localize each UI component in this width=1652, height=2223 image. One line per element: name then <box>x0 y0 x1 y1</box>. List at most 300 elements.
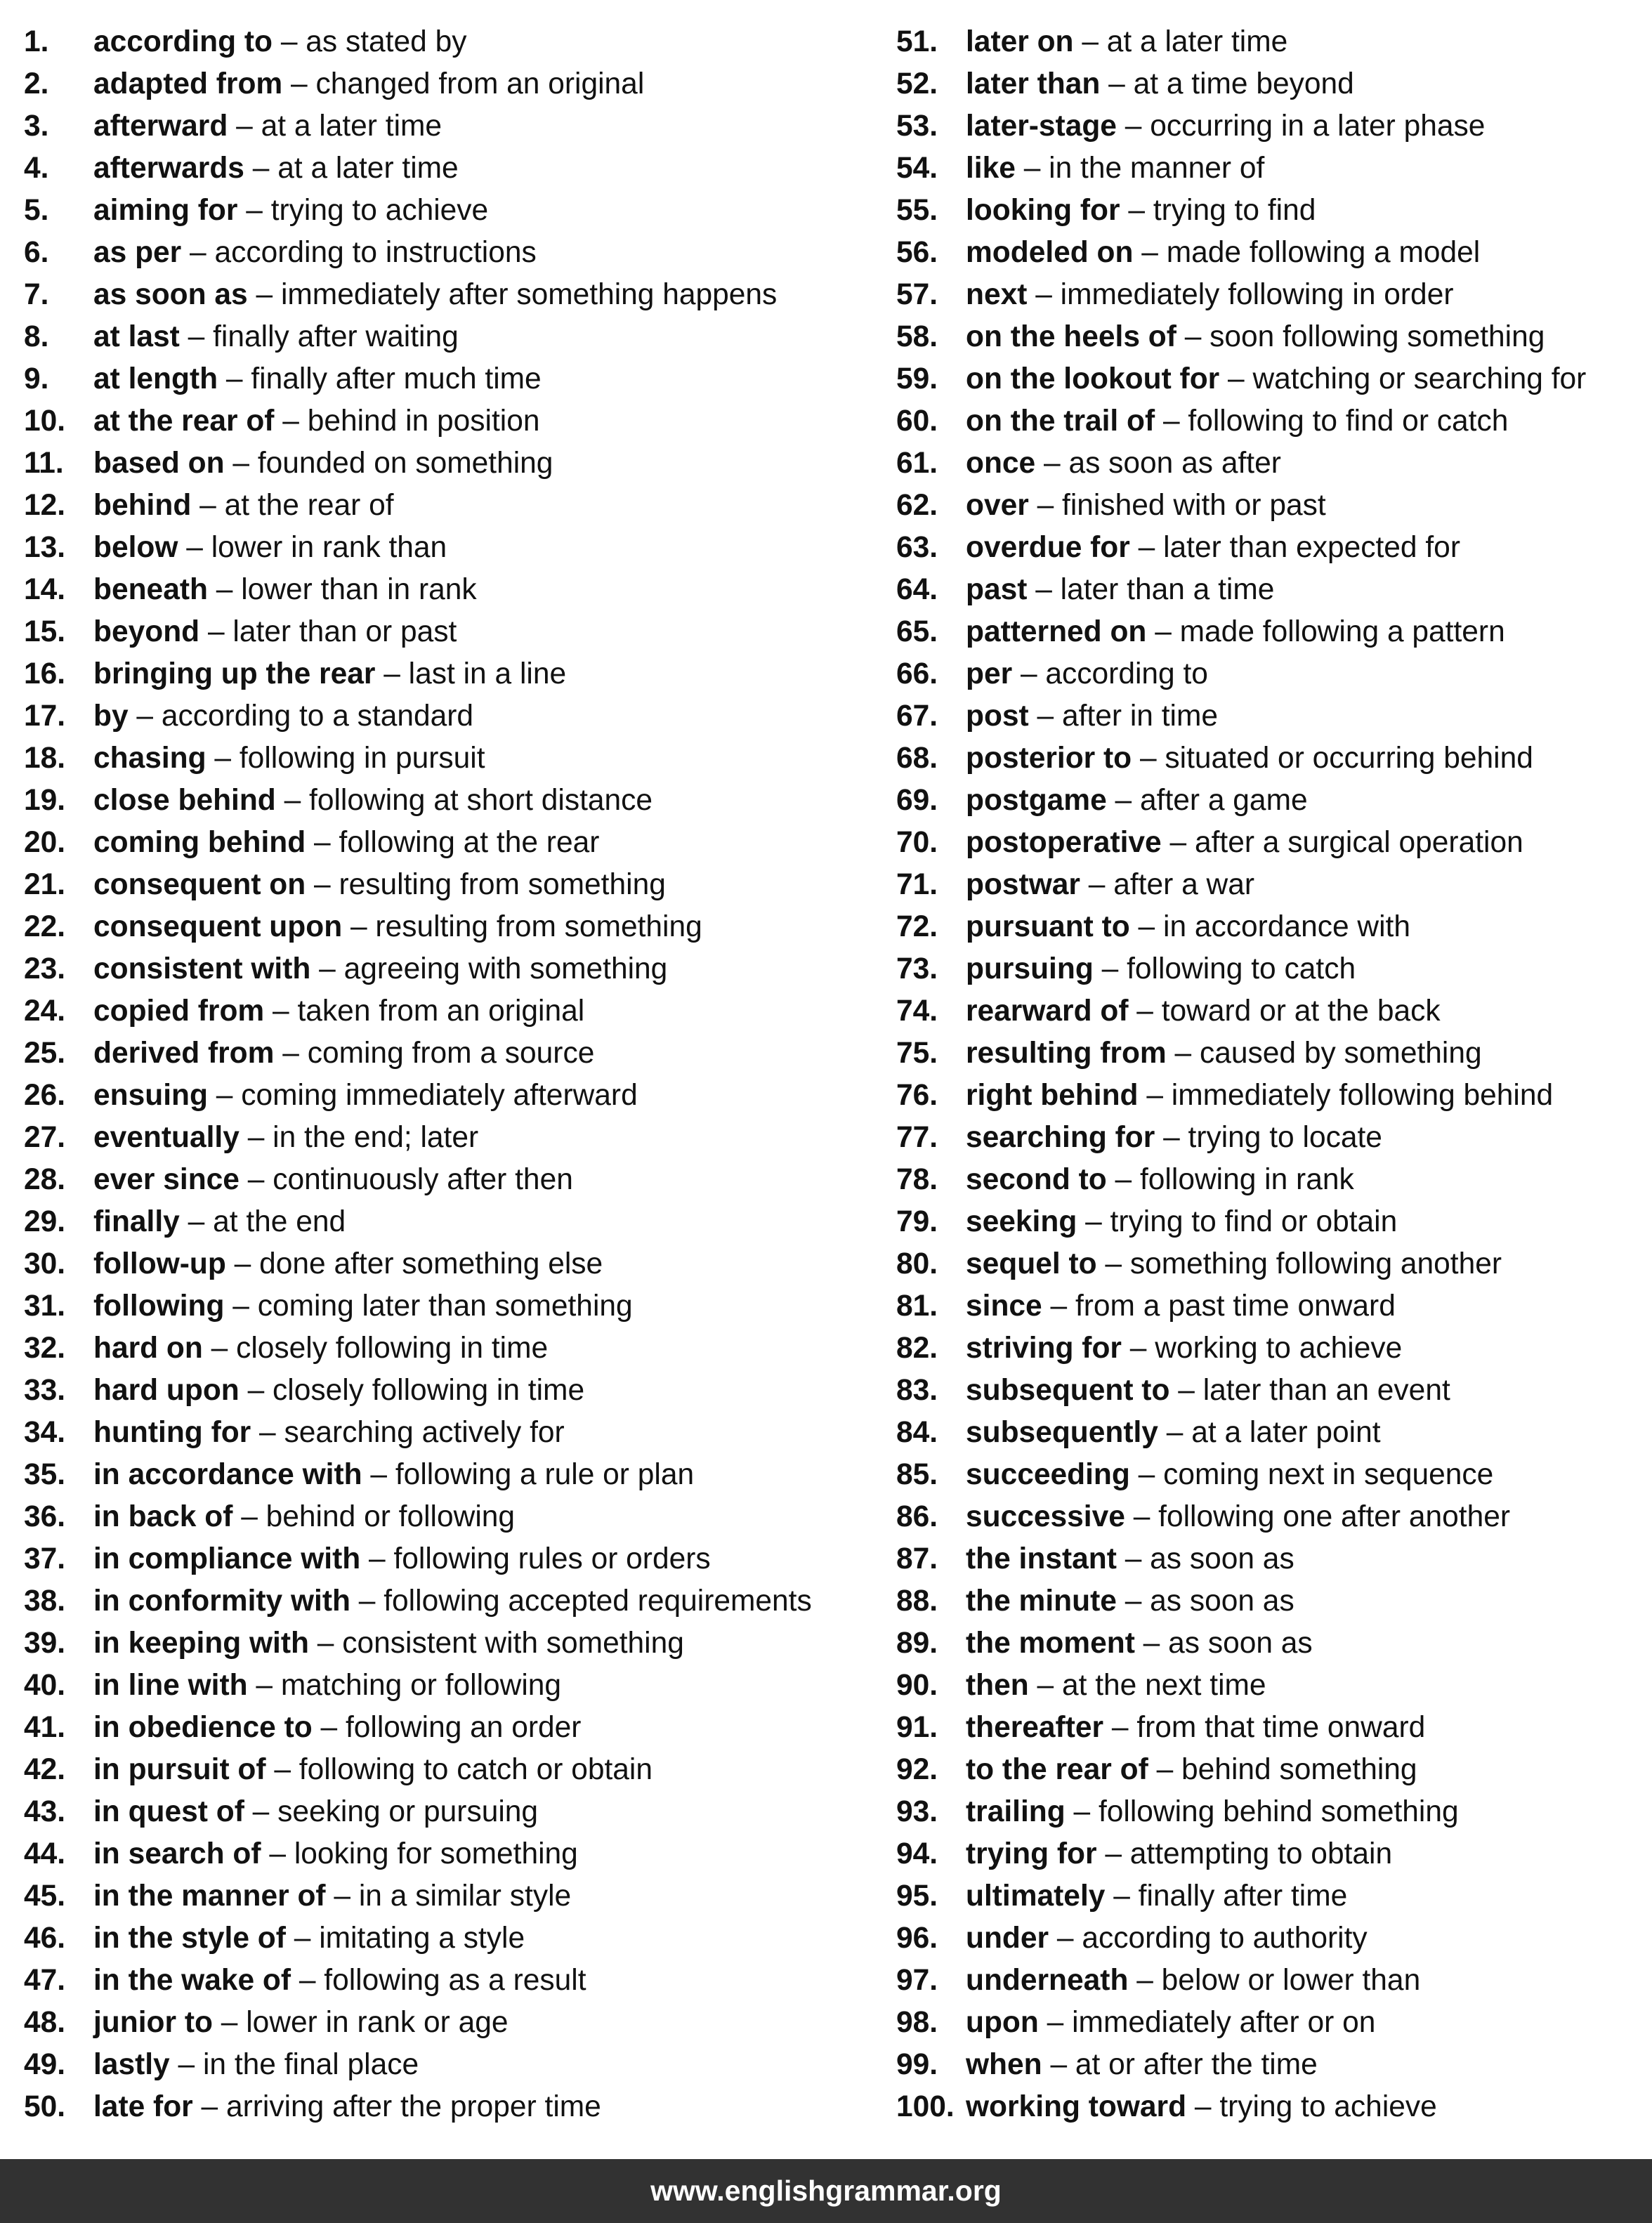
item-separator: – <box>1035 278 1052 311</box>
list-item <box>896 1917 1641 1960</box>
item-text <box>93 316 459 358</box>
list-item <box>24 990 867 1032</box>
list-item <box>896 1749 1641 1791</box>
list-item <box>896 1370 1641 1412</box>
item-number: 27. <box>24 1121 66 1154</box>
item-text <box>966 737 1533 780</box>
list-item <box>24 63 867 105</box>
item-text <box>966 147 1264 190</box>
list-item <box>896 695 1641 737</box>
item-text <box>93 822 599 864</box>
item-text <box>966 1327 1402 1370</box>
list-item <box>896 569 1641 611</box>
item-separator: – <box>207 615 225 648</box>
item-text <box>966 1412 1381 1454</box>
list-item <box>896 147 1641 190</box>
item-term: close behind <box>93 784 276 817</box>
item-term: striving for <box>966 1332 1122 1365</box>
word-list-left-column <box>24 21 867 2128</box>
item-number: 97. <box>896 1964 938 1997</box>
item-term: the minute <box>966 1585 1117 1618</box>
item-separator: – <box>1125 1585 1142 1618</box>
item-definition: trying to locate <box>1188 1121 1382 1154</box>
item-text <box>966 2044 1318 2086</box>
item-text <box>93 737 485 780</box>
list-item <box>896 1285 1641 1327</box>
item-term: ever since <box>93 1163 240 1196</box>
item-definition: at the next time <box>1061 1669 1266 1702</box>
item-number: 41. <box>24 1711 66 1744</box>
item-term: consequent upon <box>93 910 343 943</box>
list-item <box>24 1707 867 1749</box>
item-number: 8. <box>24 320 49 353</box>
item-number: 28. <box>24 1163 66 1196</box>
list-item <box>896 2044 1641 2086</box>
item-number: 30. <box>24 1247 66 1280</box>
item-definition: as soon as after <box>1068 447 1281 480</box>
item-number: 45. <box>24 1880 66 1913</box>
list-item <box>896 1580 1641 1622</box>
item-definition: in a similar style <box>358 1880 572 1913</box>
item-text <box>93 1622 684 1665</box>
list-item <box>24 485 867 527</box>
item-separator: – <box>136 700 154 733</box>
item-text <box>966 1454 1493 1496</box>
item-definition: after in time <box>1061 700 1219 733</box>
item-separator: – <box>294 1922 311 1955</box>
list-item <box>896 1622 1641 1665</box>
item-number: 37. <box>24 1542 66 1575</box>
item-number: 91. <box>896 1711 938 1744</box>
item-text <box>966 1117 1382 1159</box>
item-definition: trying to find <box>1153 194 1316 227</box>
list-item <box>24 1960 867 2002</box>
item-definition: continuously after then <box>273 1163 573 1196</box>
item-term: in back of <box>93 1500 233 1533</box>
list-item <box>24 1665 867 1707</box>
item-term: in compliance with <box>93 1542 361 1575</box>
item-term: afterward <box>93 110 228 143</box>
item-definition: from a past time onward <box>1075 1290 1396 1323</box>
item-separator: – <box>1050 1290 1068 1323</box>
item-term: in pursuit of <box>93 1753 266 1786</box>
item-text <box>93 864 666 906</box>
item-definition: immediately after or on <box>1072 2006 1376 2039</box>
item-term: consequent on <box>93 868 306 901</box>
list-item <box>896 1243 1641 1285</box>
item-text <box>966 1580 1294 1622</box>
item-definition: according to instructions <box>214 236 537 269</box>
item-separator: – <box>221 2006 238 2039</box>
item-text <box>93 2002 508 2044</box>
item-definition: watching or searching for <box>1252 362 1587 395</box>
item-text <box>93 442 553 485</box>
item-number: 69. <box>896 784 938 817</box>
item-number: 85. <box>896 1458 938 1491</box>
item-text <box>93 400 540 442</box>
item-term: to the rear of <box>966 1753 1148 1786</box>
item-number: 79. <box>896 1205 938 1238</box>
item-definition: finally after much time <box>251 362 542 395</box>
item-separator: – <box>259 1416 276 1449</box>
item-text <box>966 21 1287 63</box>
item-definition: at a time beyond <box>1133 67 1354 100</box>
item-number: 96. <box>896 1922 938 1955</box>
list-item <box>896 1960 1641 2002</box>
item-term: later than <box>966 67 1101 100</box>
item-definition: after a surgical operation <box>1194 826 1523 859</box>
item-separator: – <box>269 1837 286 1870</box>
item-definition: immediately following in order <box>1060 278 1454 311</box>
item-text <box>93 990 584 1032</box>
item-text <box>966 695 1218 737</box>
list-item <box>24 1875 867 1917</box>
item-separator: – <box>1125 1542 1142 1575</box>
item-separator: – <box>1050 2048 1068 2081</box>
item-term: derived from <box>93 1037 275 1070</box>
item-term: working toward <box>966 2090 1187 2123</box>
item-term: next <box>966 278 1028 311</box>
item-term: post <box>966 700 1029 733</box>
item-definition: following an order <box>345 1711 582 1744</box>
item-number: 66. <box>896 657 938 690</box>
item-separator: – <box>1085 1205 1102 1238</box>
item-definition: coming immediately afterward <box>241 1079 638 1112</box>
item-text <box>93 1538 711 1580</box>
item-number: 3. <box>24 110 49 143</box>
item-text <box>966 1285 1396 1327</box>
item-text <box>966 1960 1420 2002</box>
list-item <box>24 1622 867 1665</box>
item-definition: following behind something <box>1098 1795 1459 1828</box>
item-separator: – <box>317 1627 334 1660</box>
item-term: under <box>966 1922 1049 1955</box>
list-item <box>896 906 1641 948</box>
item-text <box>966 1707 1425 1749</box>
item-number: 81. <box>896 1290 938 1323</box>
item-text <box>966 485 1326 527</box>
item-number: 60. <box>896 405 938 438</box>
item-text <box>93 569 477 611</box>
item-number: 10. <box>24 405 66 438</box>
item-separator: – <box>1169 826 1187 859</box>
list-item <box>896 1538 1641 1580</box>
item-separator: – <box>186 531 203 564</box>
item-separator: – <box>1155 615 1172 648</box>
item-separator: – <box>284 784 301 817</box>
item-text <box>93 190 488 232</box>
item-number: 67. <box>896 700 938 733</box>
item-text <box>966 527 1460 569</box>
list-item <box>24 695 867 737</box>
item-text <box>93 1665 561 1707</box>
item-term: per <box>966 657 1013 690</box>
item-definition: something following another <box>1129 1247 1502 1280</box>
item-definition: following accepted requirements <box>383 1585 812 1618</box>
item-text <box>93 1159 573 1201</box>
item-separator: – <box>1023 152 1041 185</box>
item-number: 31. <box>24 1290 66 1323</box>
item-definition: soon following something <box>1210 320 1545 353</box>
item-separator: – <box>1163 1121 1180 1154</box>
list-item <box>896 1327 1641 1370</box>
item-definition: taken from an original <box>297 995 585 1028</box>
item-term: eventually <box>93 1121 240 1154</box>
item-text <box>93 906 702 948</box>
list-item <box>896 527 1641 569</box>
item-definition: as stated by <box>306 25 467 58</box>
item-number: 22. <box>24 910 66 943</box>
item-number: 34. <box>24 1416 66 1449</box>
item-text <box>93 1075 638 1117</box>
item-separator: – <box>1047 2006 1064 2039</box>
item-definition: at the end <box>213 1205 346 1238</box>
item-text <box>966 1370 1450 1412</box>
item-term: like <box>966 152 1016 185</box>
item-term: subsequently <box>966 1416 1158 1449</box>
item-term: by <box>93 700 129 733</box>
item-term: chasing <box>93 742 206 775</box>
item-text <box>93 1327 548 1370</box>
item-text <box>93 1454 694 1496</box>
item-term: thereafter <box>966 1711 1104 1744</box>
word-list-right-column <box>896 21 1641 2128</box>
item-number: 53. <box>896 110 938 143</box>
item-term: hunting for <box>93 1416 251 1449</box>
item-number: 76. <box>896 1079 938 1112</box>
item-number: 93. <box>896 1795 938 1828</box>
item-text <box>966 1749 1417 1791</box>
item-term: since <box>966 1290 1042 1323</box>
item-number: 98. <box>896 2006 938 2039</box>
item-term: in obedience to <box>93 1711 313 1744</box>
footer-url[interactable]: www.englishgrammar.org <box>650 2175 1002 2207</box>
item-text <box>93 2086 601 2128</box>
list-item <box>896 948 1641 990</box>
item-text <box>966 1665 1266 1707</box>
item-text <box>93 1960 586 2002</box>
item-definition: arriving after the proper time <box>225 2090 601 2123</box>
item-term: the instant <box>966 1542 1117 1575</box>
item-definition: situated or occurring behind <box>1165 742 1533 775</box>
item-term: pursuant to <box>966 910 1130 943</box>
item-separator: – <box>314 826 331 859</box>
item-definition: following to catch <box>1127 952 1356 985</box>
item-definition: occurring in a later phase <box>1150 110 1486 143</box>
item-separator: – <box>1138 1458 1155 1491</box>
item-number: 57. <box>896 278 938 311</box>
item-term: posterior to <box>966 742 1132 775</box>
item-separator: – <box>236 110 253 143</box>
item-separator: – <box>369 1542 386 1575</box>
item-text <box>93 485 394 527</box>
list-item <box>896 864 1641 906</box>
item-definition: resulting from something <box>375 910 702 943</box>
list-item <box>24 2086 867 2128</box>
item-term: junior to <box>93 2006 213 2039</box>
item-term: beneath <box>93 573 208 606</box>
item-number: 51. <box>896 25 938 58</box>
item-number: 16. <box>24 657 66 690</box>
item-definition: looking for something <box>294 1837 578 1870</box>
item-separator: – <box>232 1290 249 1323</box>
footer-bar <box>0 2159 1652 2223</box>
item-definition: lower in rank or age <box>246 2006 509 2039</box>
list-item <box>24 1538 867 1580</box>
item-separator: – <box>1037 1669 1054 1702</box>
list-item <box>896 105 1641 147</box>
item-text <box>93 2044 419 2086</box>
item-definition: following a rule or plan <box>395 1458 695 1491</box>
item-separator: – <box>1156 1753 1174 1786</box>
item-text <box>966 653 1208 695</box>
item-text <box>966 1791 1459 1833</box>
item-term: ultimately <box>966 1880 1106 1913</box>
item-separator: – <box>256 278 273 311</box>
item-definition: following as a result <box>324 1964 586 1997</box>
item-text <box>966 1538 1294 1580</box>
item-number: 5. <box>24 194 49 227</box>
list-item <box>24 1075 867 1117</box>
item-term: trailing <box>966 1795 1066 1828</box>
item-number: 100. <box>896 2090 955 2123</box>
item-separator: – <box>1129 1332 1147 1365</box>
item-definition: closely following in time <box>236 1332 549 1365</box>
item-definition: agreeing with something <box>343 952 668 985</box>
list-item <box>24 611 867 653</box>
item-separator: – <box>1113 1880 1130 1913</box>
item-number: 92. <box>896 1753 938 1786</box>
item-number: 94. <box>896 1837 938 1870</box>
item-separator: – <box>232 447 250 480</box>
item-number: 42. <box>24 1753 66 1786</box>
list-item <box>896 1201 1641 1243</box>
item-separator: – <box>247 1121 265 1154</box>
item-separator: – <box>1111 1711 1129 1744</box>
item-text <box>93 611 457 653</box>
list-item <box>24 1032 867 1075</box>
item-number: 6. <box>24 236 49 269</box>
item-number: 40. <box>24 1669 66 1702</box>
list-item <box>896 822 1641 864</box>
item-definition: closely following in time <box>273 1374 585 1407</box>
item-term: pursuing <box>966 952 1094 985</box>
item-separator: – <box>282 1037 299 1070</box>
list-item <box>24 316 867 358</box>
item-number: 56. <box>896 236 938 269</box>
list-item <box>896 1075 1641 1117</box>
list-item <box>896 611 1641 653</box>
item-text <box>966 400 1508 442</box>
item-separator: – <box>282 405 299 438</box>
item-number: 75. <box>896 1037 938 1070</box>
list-item <box>24 780 867 822</box>
item-separator: – <box>234 1247 251 1280</box>
list-item <box>896 21 1641 63</box>
item-text <box>93 1580 812 1622</box>
item-number: 21. <box>24 868 66 901</box>
item-number: 55. <box>896 194 938 227</box>
item-separator: – <box>1037 700 1054 733</box>
item-number: 64. <box>896 573 938 606</box>
item-separator: – <box>1108 67 1125 100</box>
list-item <box>896 442 1641 485</box>
item-separator: – <box>383 657 400 690</box>
item-definition: founded on something <box>257 447 553 480</box>
list-item <box>24 400 867 442</box>
list-item <box>24 1791 867 1833</box>
item-number: 63. <box>896 531 938 564</box>
item-term: according to <box>93 25 273 58</box>
list-item <box>896 1412 1641 1454</box>
item-separator: – <box>1035 573 1052 606</box>
item-term: at the rear of <box>93 405 275 438</box>
item-term: following <box>93 1290 225 1323</box>
item-separator: – <box>1037 489 1054 522</box>
item-separator: – <box>1088 868 1106 901</box>
list-item <box>24 1243 867 1285</box>
item-definition: trying to find or obtain <box>1110 1205 1398 1238</box>
item-term: aiming for <box>93 194 238 227</box>
item-number: 23. <box>24 952 66 985</box>
item-definition: according to a standard <box>161 700 474 733</box>
item-definition: in accordance with <box>1163 910 1410 943</box>
item-separator: – <box>1115 1163 1132 1196</box>
item-number: 25. <box>24 1037 66 1070</box>
item-separator: – <box>1143 1627 1160 1660</box>
item-separator: – <box>225 362 243 395</box>
list-item <box>24 653 867 695</box>
list-item <box>24 1159 867 1201</box>
item-definition: made following a pattern <box>1179 615 1505 648</box>
item-number: 49. <box>24 2048 66 2081</box>
item-separator: – <box>252 1795 270 1828</box>
item-term: later on <box>966 25 1074 58</box>
item-definition: coming from a source <box>307 1037 595 1070</box>
item-term: follow-up <box>93 1247 226 1280</box>
item-number: 78. <box>896 1163 938 1196</box>
item-separator: – <box>256 1669 273 1702</box>
item-definition: coming next in sequence <box>1163 1458 1494 1491</box>
list-item <box>24 1327 867 1370</box>
list-item <box>24 2002 867 2044</box>
item-text <box>966 1917 1368 1960</box>
item-separator: – <box>1174 1037 1192 1070</box>
item-number: 18. <box>24 742 66 775</box>
item-term: on the lookout for <box>966 362 1220 395</box>
item-separator: – <box>273 995 289 1028</box>
item-text <box>93 695 473 737</box>
item-number: 26. <box>24 1079 66 1112</box>
item-definition: later than an event <box>1202 1374 1450 1407</box>
list-item <box>24 1370 867 1412</box>
item-term: seeking <box>966 1205 1077 1238</box>
item-number: 70. <box>896 826 938 859</box>
item-separator: – <box>241 1500 258 1533</box>
list-item <box>896 1875 1641 1917</box>
item-term: adapted from <box>93 67 283 100</box>
item-term: postoperative <box>966 826 1162 859</box>
item-number: 47. <box>24 1964 66 1997</box>
list-item <box>896 232 1641 274</box>
item-text <box>93 1749 653 1791</box>
item-term: resulting from <box>966 1037 1167 1070</box>
item-separator: – <box>1044 447 1061 480</box>
item-number: 44. <box>24 1837 66 1870</box>
item-term: sequel to <box>966 1247 1097 1280</box>
item-separator: – <box>1136 995 1153 1028</box>
item-text <box>93 1201 346 1243</box>
